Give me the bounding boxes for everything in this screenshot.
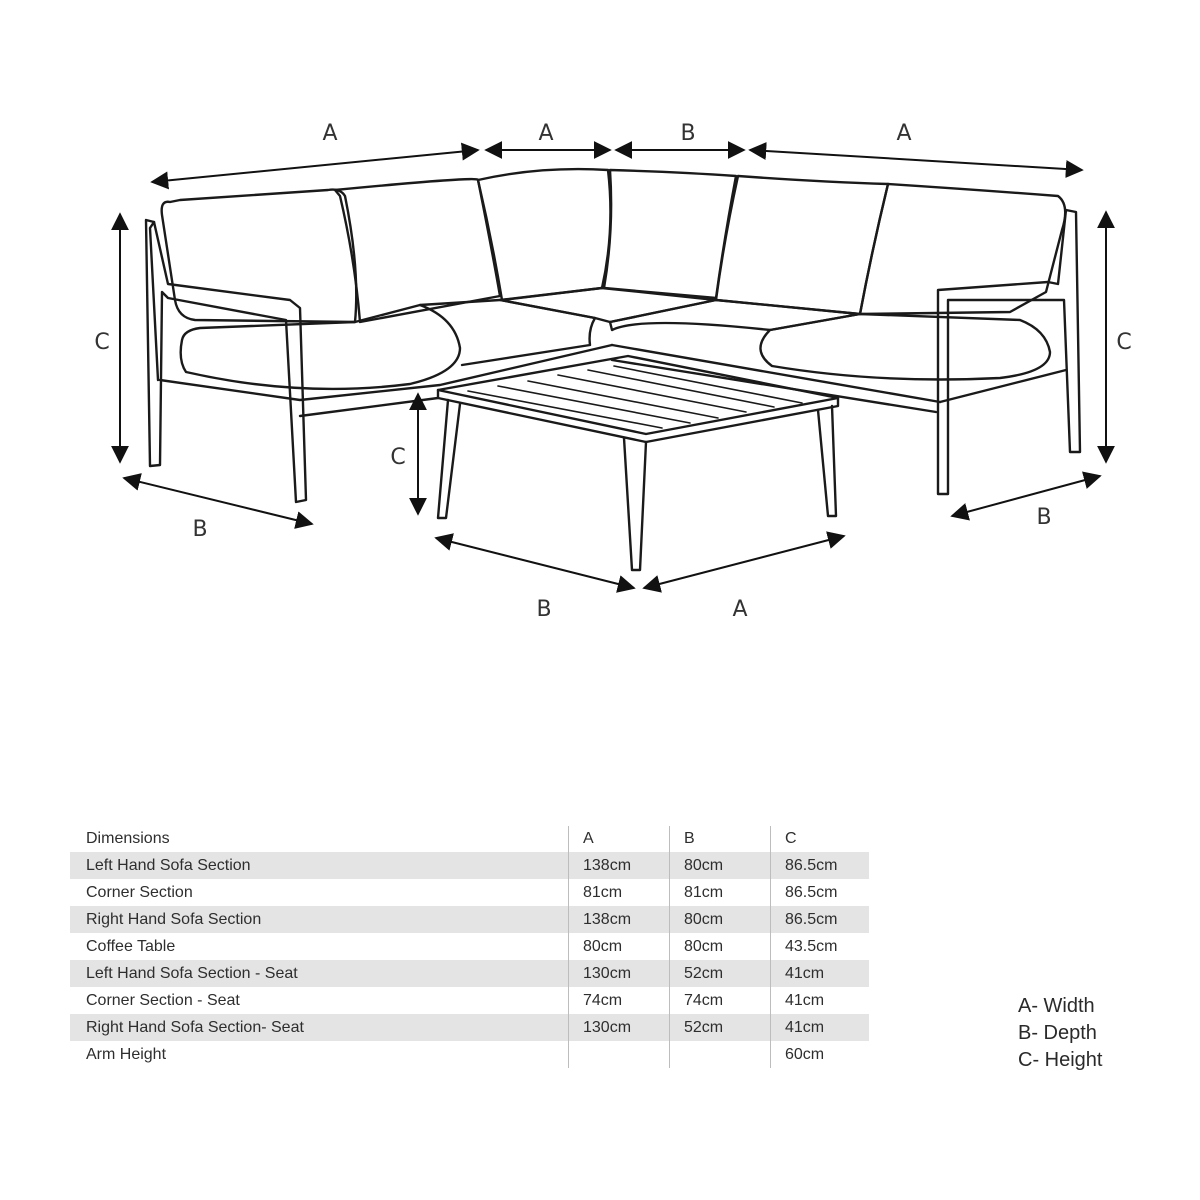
row-c: 41cm bbox=[771, 960, 870, 987]
arrow-top-a-right bbox=[750, 150, 1082, 170]
row-name: Corner Section - Seat bbox=[86, 991, 240, 1009]
row-a: 130cm bbox=[569, 1014, 670, 1041]
table-row bbox=[70, 987, 869, 1014]
row-a: 74cm bbox=[569, 987, 670, 1014]
legend-depth: B- Depth bbox=[1018, 1022, 1097, 1044]
row-name: Right Hand Sofa Section bbox=[70, 906, 569, 933]
table-row bbox=[70, 1014, 869, 1041]
row-name: Coffee Table bbox=[86, 937, 176, 955]
table-row bbox=[70, 906, 869, 933]
row-b: 80cm bbox=[670, 906, 771, 933]
row-b: 81cm bbox=[670, 879, 771, 906]
row-c: 41cm bbox=[771, 1014, 870, 1041]
table-header-row bbox=[70, 826, 869, 852]
table-row bbox=[70, 1041, 869, 1068]
label-table-c: C bbox=[390, 445, 406, 470]
label-left-b: B bbox=[192, 517, 208, 542]
header-b: B bbox=[670, 826, 771, 852]
header-a: A bbox=[569, 826, 670, 852]
row-c: 86.5cm bbox=[771, 879, 870, 906]
table-row bbox=[70, 852, 869, 879]
row-b bbox=[670, 1041, 771, 1068]
row-name: Arm Height bbox=[86, 1045, 167, 1063]
header-dimensions: Dimensions bbox=[86, 830, 170, 847]
corner-back-cushion-right bbox=[604, 170, 736, 298]
row-a: 80cm bbox=[569, 933, 670, 960]
row-name: Left Hand Sofa Section bbox=[70, 852, 569, 879]
corner-back-cushion-left bbox=[478, 169, 610, 300]
arrow-table-a bbox=[644, 536, 844, 588]
right-back-cushion-inner bbox=[716, 176, 888, 314]
label-table-a: A bbox=[732, 597, 748, 622]
table-row bbox=[70, 933, 869, 960]
row-c: 41cm bbox=[771, 987, 870, 1014]
label-left-c: C bbox=[94, 330, 110, 355]
row-a bbox=[569, 1041, 670, 1068]
sofa-drawing bbox=[146, 169, 1080, 570]
label-right-b: B bbox=[1036, 505, 1052, 530]
legend-width: A- Width bbox=[1018, 995, 1095, 1017]
row-a: 130cm bbox=[569, 960, 670, 987]
dimensions-table bbox=[70, 826, 869, 1068]
corner-seat-front-right bbox=[610, 300, 860, 330]
coffee-table-leg-front bbox=[624, 438, 646, 570]
coffee-table-leg-left bbox=[438, 400, 460, 518]
base-rail-right-back bbox=[940, 370, 1066, 402]
table-row bbox=[70, 879, 869, 906]
row-c: 86.5cm bbox=[771, 906, 870, 933]
row-a: 138cm bbox=[569, 906, 670, 933]
left-seat-cushion bbox=[181, 305, 460, 389]
row-a: 138cm bbox=[569, 852, 670, 879]
row-c: 43.5cm bbox=[771, 933, 870, 960]
label-top-a-right: A bbox=[896, 121, 912, 146]
row-b: 80cm bbox=[670, 852, 771, 879]
arrow-right-b bbox=[952, 476, 1100, 516]
row-a: 81cm bbox=[569, 879, 670, 906]
header-c: C bbox=[771, 826, 870, 852]
dimension-legend bbox=[1018, 993, 1102, 1074]
left-arm-inner bbox=[150, 222, 158, 380]
coffee-table-leg-right bbox=[818, 406, 836, 516]
arrow-table-b bbox=[436, 538, 634, 588]
label-top-a-mid: A bbox=[538, 121, 554, 146]
table-row bbox=[70, 960, 869, 987]
label-table-b: B bbox=[536, 597, 552, 622]
label-right-c: C bbox=[1116, 330, 1132, 355]
dimension-arrows bbox=[120, 150, 1106, 588]
arrow-left-b bbox=[124, 478, 312, 524]
base-rail-right bbox=[612, 345, 940, 402]
label-top-a-left: A bbox=[322, 121, 338, 146]
row-name: Right Hand Sofa Section- Seat bbox=[70, 1014, 569, 1041]
row-c: 86.5cm bbox=[771, 852, 870, 879]
row-b: 74cm bbox=[670, 987, 771, 1014]
row-b: 52cm bbox=[670, 1014, 771, 1041]
right-seat-cushion bbox=[760, 314, 1050, 380]
arrow-top-a-left bbox=[152, 150, 478, 182]
label-top-b: B bbox=[680, 121, 696, 146]
right-back-cushion-outer bbox=[860, 184, 1065, 314]
row-name: Corner Section bbox=[86, 883, 193, 901]
legend-height: C- Height bbox=[1018, 1049, 1103, 1071]
row-b: 80cm bbox=[670, 933, 771, 960]
row-b: 52cm bbox=[670, 960, 771, 987]
row-name: Left Hand Sofa Section - Seat bbox=[70, 960, 569, 987]
row-c: 60cm bbox=[771, 1041, 870, 1068]
right-arm-frame bbox=[938, 210, 1080, 494]
